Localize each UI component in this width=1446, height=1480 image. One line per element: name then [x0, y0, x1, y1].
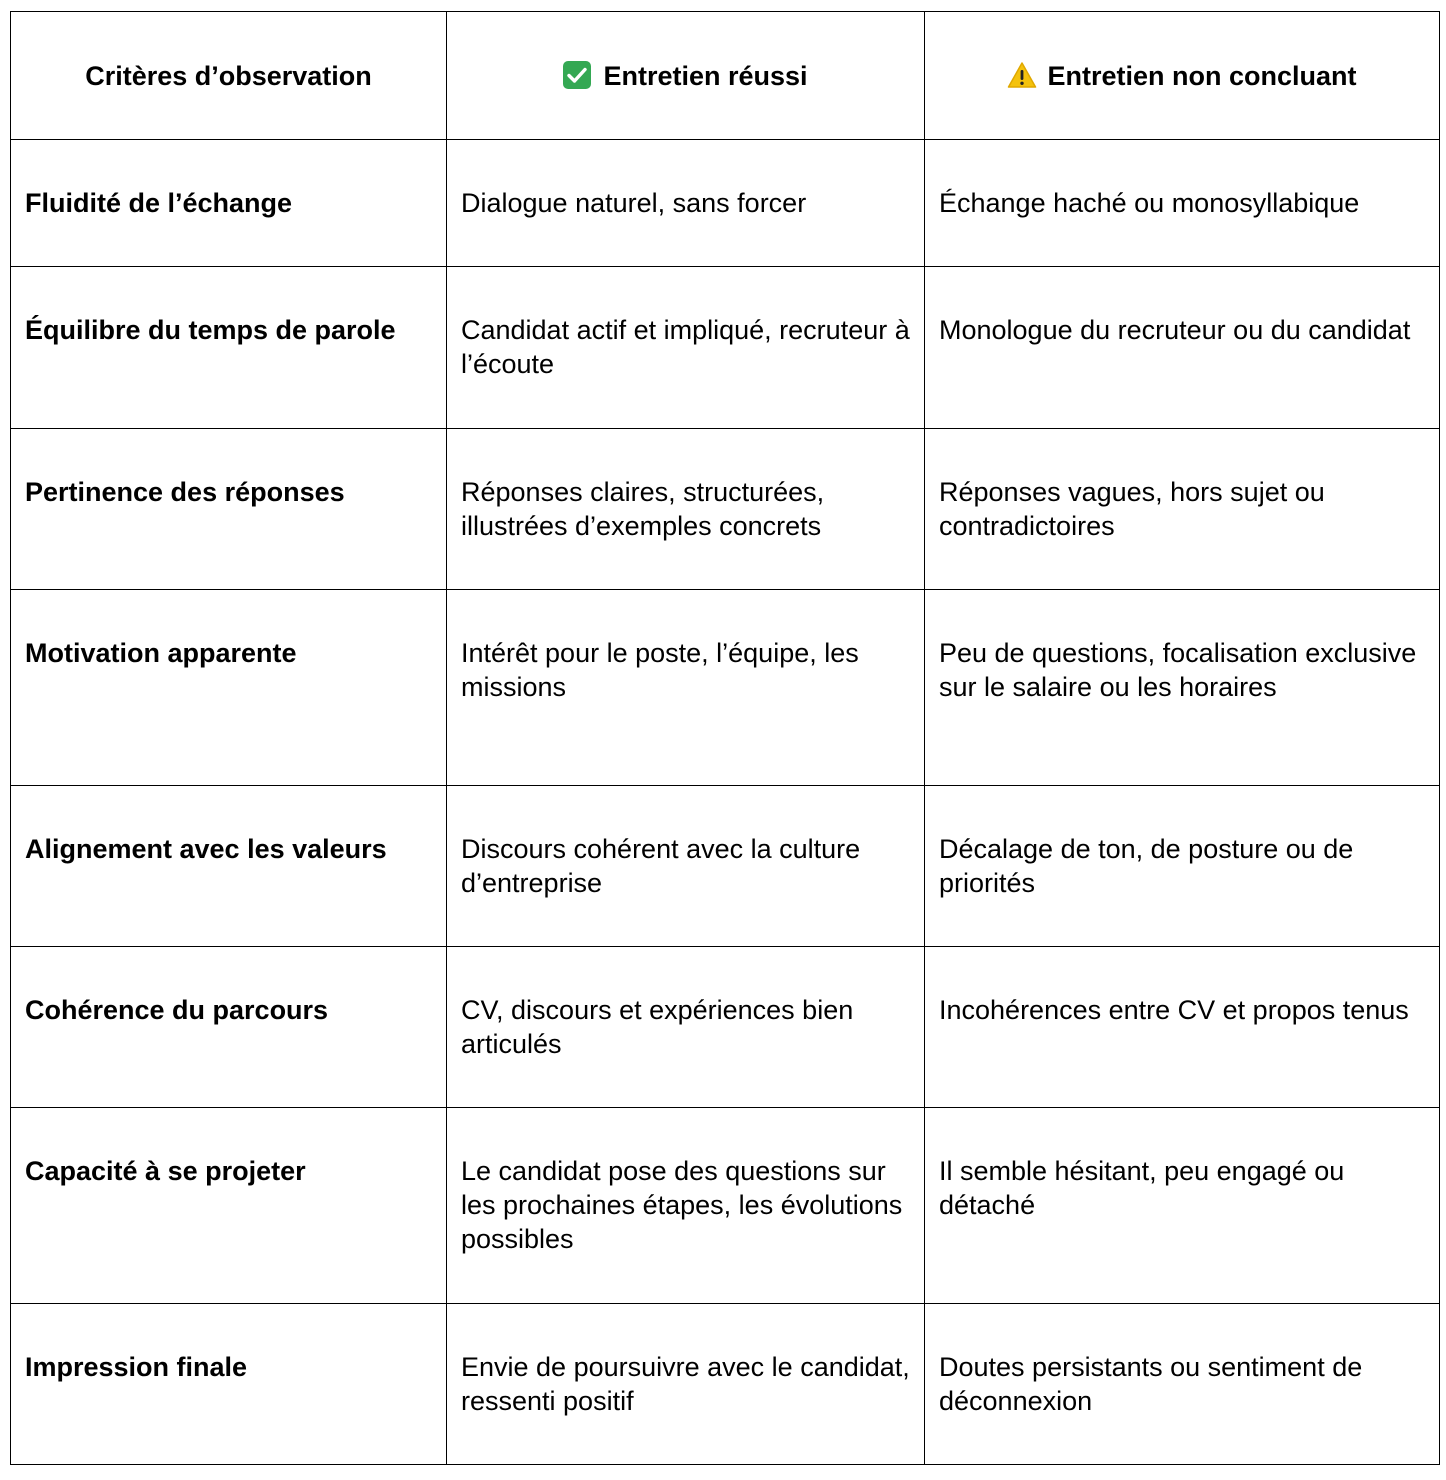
- failure-cell: Monologue du recruteur ou du candidat: [925, 267, 1440, 429]
- criterion-cell: Équilibre du temps de parole: [11, 267, 447, 429]
- header-success-label: Entretien réussi: [603, 60, 808, 91]
- header-criteria: [11, 12, 447, 140]
- failure-cell: Peu de questions, focalisation exclusive sur le salaire ou les horaires: [925, 590, 1440, 786]
- table-row: [11, 1304, 1440, 1465]
- header-criteria-label: Critères d’observation: [85, 60, 372, 91]
- success-cell: Dialogue naturel, sans forcer: [447, 140, 925, 267]
- success-cell: Le candidat pose des questions sur les prochaines étapes, les évolutions possibles: [447, 1108, 925, 1304]
- table-row: [11, 947, 1440, 1108]
- success-cell: Discours cohérent avec la culture d’entreprise: [447, 786, 925, 947]
- criterion-cell: Alignement avec les valeurs: [11, 786, 447, 947]
- success-cell: Réponses claires, structurées, illustrées d’exemples concrets: [447, 429, 925, 590]
- table-row: [11, 1108, 1440, 1304]
- criterion-cell: Cohérence du parcours: [11, 947, 447, 1108]
- criterion-cell: Pertinence des réponses: [11, 429, 447, 590]
- header-success: [447, 12, 925, 140]
- success-cell: Candidat actif et impliqué, recruteur à l’écoute: [447, 267, 925, 429]
- header-failure: [925, 12, 1440, 140]
- success-cell: CV, discours et expériences bien articulés: [447, 947, 925, 1108]
- table-row: [11, 429, 1440, 590]
- failure-cell: Réponses vagues, hors sujet ou contradictoires: [925, 429, 1440, 590]
- criterion-cell: Motivation apparente: [11, 590, 447, 786]
- failure-cell: Échange haché ou monosyllabique: [925, 140, 1440, 267]
- header-row: [11, 12, 1440, 140]
- failure-cell: Doutes persistants ou sentiment de déconnexion: [925, 1304, 1440, 1465]
- failure-cell: Il semble hésitant, peu engagé ou détaché: [925, 1108, 1440, 1304]
- criterion-cell: Capacité à se projeter: [11, 1108, 447, 1304]
- check-mark-icon: [563, 61, 591, 89]
- success-cell: Envie de poursuivre avec le candidat, ressenti positif: [447, 1304, 925, 1465]
- warning-icon: [1007, 61, 1035, 89]
- criterion-cell: Impression finale: [11, 1304, 447, 1465]
- success-cell: Intérêt pour le poste, l’équipe, les missions: [447, 590, 925, 786]
- header-failure-label: Entretien non concluant: [1047, 60, 1357, 91]
- comparison-table: [10, 11, 1440, 1465]
- criterion-cell: Fluidité de l’échange: [11, 140, 447, 267]
- table-row: [11, 267, 1440, 429]
- table-row: [11, 786, 1440, 947]
- table-row: [11, 140, 1440, 267]
- failure-cell: Incohérences entre CV et propos tenus: [925, 947, 1440, 1108]
- table-row: [11, 590, 1440, 786]
- failure-cell: Décalage de ton, de posture ou de priorités: [925, 786, 1440, 947]
